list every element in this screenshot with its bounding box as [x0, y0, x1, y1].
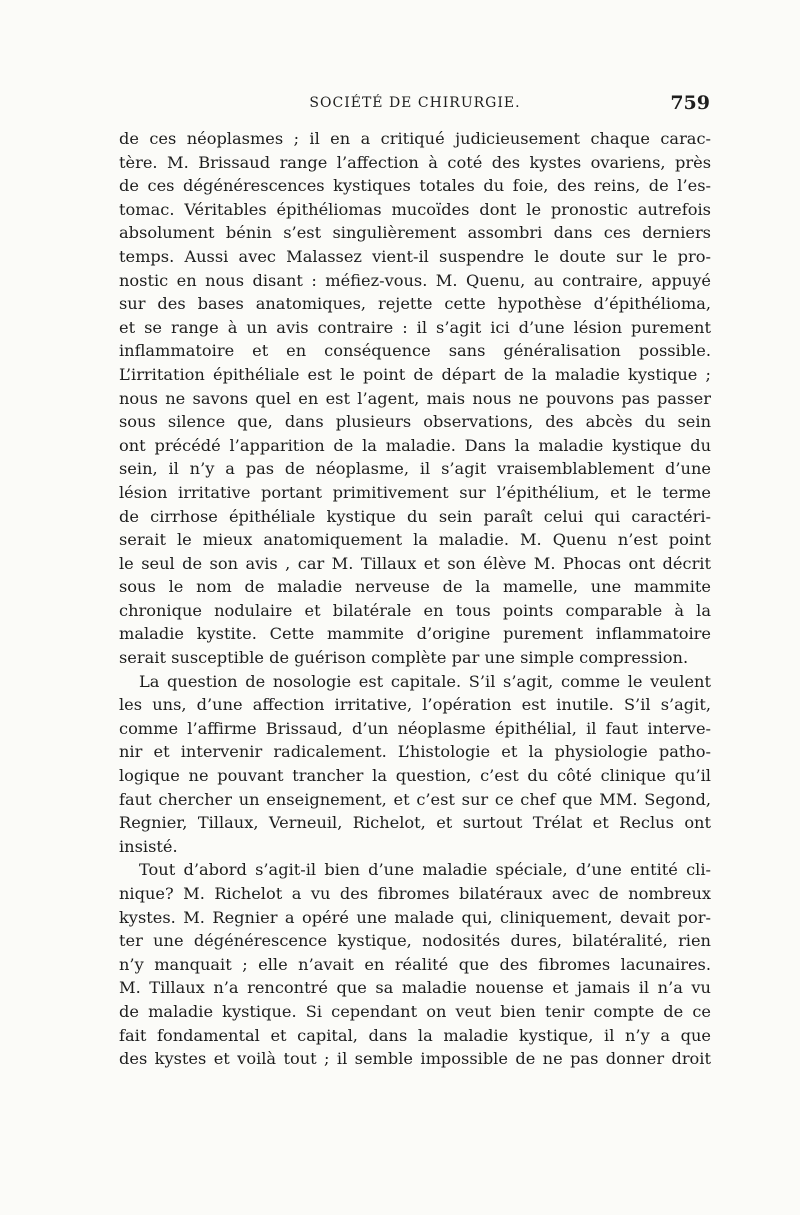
text-line: comme l’affirme Brissaud, d’un néoplasme épithélial, il faut interve- [119, 718, 711, 738]
text-line: nir et intervenir radicalement. L’histologie et la physiologie patho- [119, 742, 711, 762]
text-line: lésion irritative portant primitivement sur l’épithélium, et le terme [119, 482, 711, 502]
text-line: insisté. [119, 836, 178, 856]
text-line: nous ne savons quel en est l’agent, mais nous ne pouvons pas passer [119, 388, 711, 408]
text-line: serait susceptible de guérison complète par une simple compression. [119, 648, 689, 668]
text-line: La question de nosologie est capitale. S’il s’agit, comme le veulent [139, 671, 711, 691]
text-line: logique ne pouvant trancher la question, c’est du côté clinique qu’il [119, 766, 711, 786]
text-line: fait fondamental et capital, dans la maladie kystique, il n’y a que [119, 1025, 711, 1045]
text-line: nique? M. Richelot a vu des fibromes bilatéraux avec de nombreux [119, 884, 711, 903]
text-line: chronique nodulaire et bilatérale en tous points comparable à la [119, 600, 711, 620]
text-line: le seul de son avis , car M. Tillaux et son élève M. Phocas ont décrit [119, 553, 711, 573]
text-line: de cirrhose épithéliale kystique du sein paraît celui qui caractéri- [119, 506, 711, 526]
page-header [120, 92, 710, 119]
text-line: ter une dégénérescence kystique, nodosités dures, bilatéralité, rien [119, 931, 711, 951]
text-line: et se range à un avis contraire : il s’agit ici d’une lésion purement [119, 317, 711, 337]
text-line: maladie kystite. Cette mammite d’origine purement inflammatoire [119, 624, 711, 644]
text-line: sous silence que, dans plusieurs observations, des abcès du sein [119, 412, 711, 432]
text-line: de maladie kystique. Si cependant on veut bien tenir compte de ce [119, 1001, 711, 1021]
text-line: des kystes et voilà tout ; il semble impossible de ne pas donner droit [119, 1049, 711, 1069]
text-line: faut chercher un enseignement, et c’est sur ce chef que MM. Segond, [119, 789, 711, 809]
text-line: de ces dégénérescences kystiques totales du foie, des reins, de l’es- [119, 176, 711, 196]
text-line: absolument bénin s’est singulièrement assombri dans ces derniers [119, 223, 711, 243]
text-line: sous le nom de maladie nerveuse de la mamelle, une mammite [119, 577, 711, 597]
text-line: n’y manquait ; elle n’avait en réalité que des fibromes lacunaires. [119, 954, 711, 974]
text-line: les uns, d’une affection irritative, l’opération est inutile. S’il s’agit, [119, 695, 711, 715]
text-line: Regnier, Tillaux, Verneuil, Richelot, et surtout Trélat et Reclus ont [119, 813, 711, 833]
text-line: de ces néoplasmes ; il en a critiqué judicieusement chaque carac- [119, 129, 711, 148]
text-line: kystes. M. Regnier a opéré une malade qui, cliniquement, devait por- [119, 907, 711, 927]
text-line: sein, il n’y a pas de néoplasme, il s’agit vraisemblablement d’une [119, 459, 711, 479]
text-line: temps. Aussi avec Malassez vient-il suspendre le doute sur le pro- [119, 246, 711, 266]
text-line: nostic en nous disant : méfiez-vous. M. Quenu, au contraire, appuyé [119, 270, 711, 290]
page-number: 759 [670, 92, 710, 114]
body-text [119, 127, 711, 1071]
text-line: serait le mieux anatomiquement la maladie. M. Quenu n’est point [119, 530, 711, 550]
running-head: SOCIÉTÉ DE CHIRURGIE. [309, 95, 521, 111]
text-line: tomac. Véritables épithéliomas mucoïdes dont le pronostic autrefois [119, 199, 711, 219]
text-line: ont précédé l’apparition de la maladie. Dans la maladie kystique du [119, 435, 711, 455]
text-line: Tout d’abord s’agit-il bien d’une maladie spéciale, d’une entité cli- [139, 860, 711, 880]
text-line: tère. M. Brissaud range l’affection à coté des kystes ovariens, près [119, 152, 711, 172]
text-line: M. Tillaux n’a rencontré que sa maladie nouense et jamais il n’a vu [119, 978, 711, 998]
text-line: L’irritation épithéliale est le point de départ de la maladie kystique ; [119, 364, 711, 384]
text-line: inflammatoire et en conséquence sans généralisation possible. [119, 341, 711, 361]
text-line: sur des bases anatomiques, rejette cette hypothèse d’épithélioma, [119, 294, 711, 314]
